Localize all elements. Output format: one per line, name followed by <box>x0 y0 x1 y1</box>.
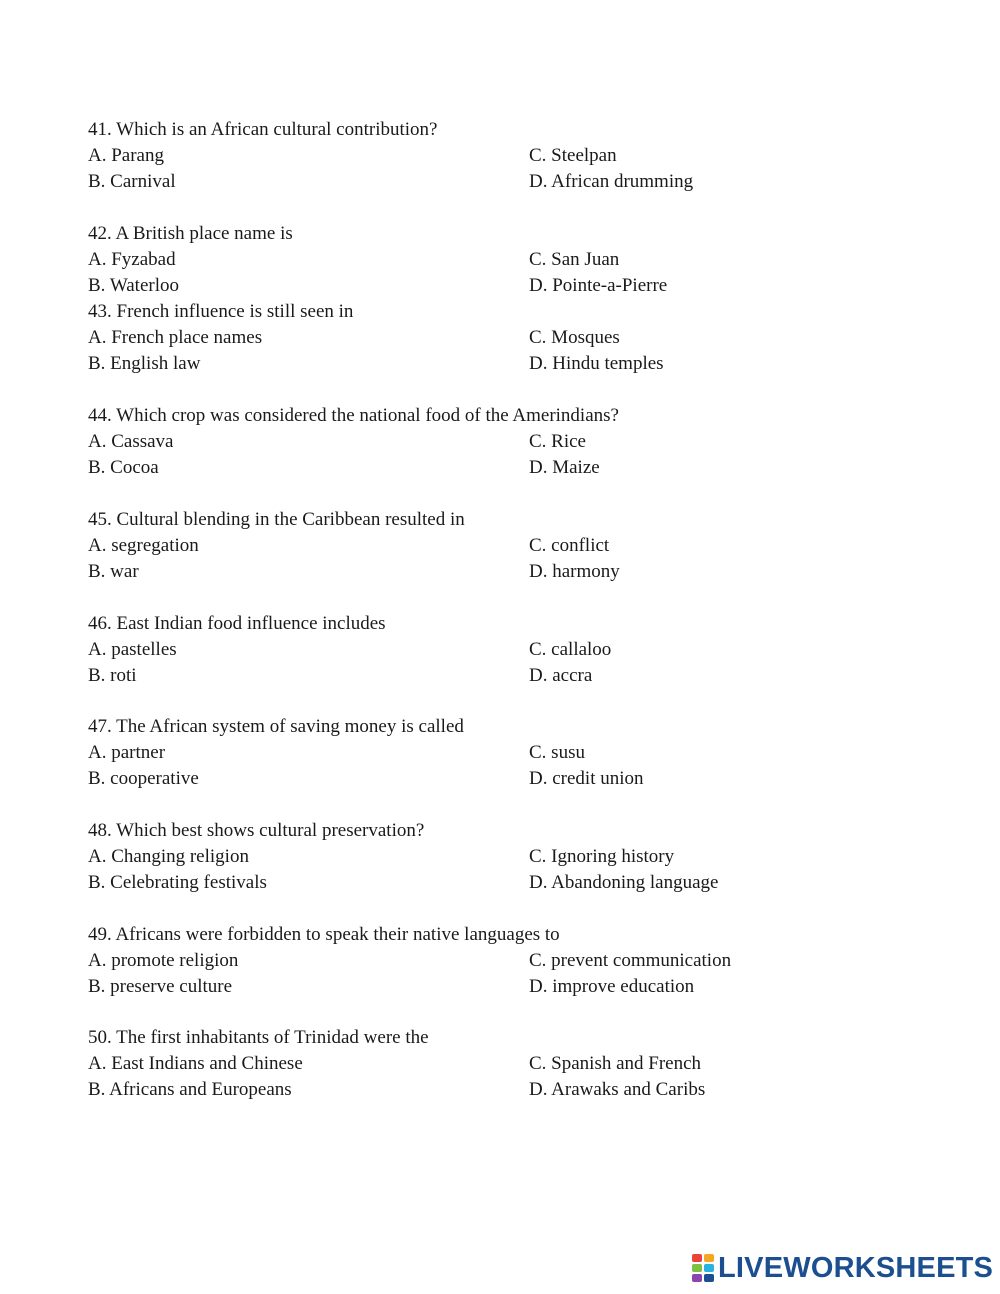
question-45-option-a: A. segregation <box>88 535 199 556</box>
question-47-text: 47. The African system of saving money is called <box>88 716 464 737</box>
question-44-option-c: C. Rice <box>529 431 586 452</box>
liveworksheets-icon <box>692 1254 714 1282</box>
question-48-option-c: C. Ignoring history <box>529 846 675 867</box>
question-45-option-c: C. conflict <box>529 535 610 556</box>
question-44-option-b: B. Cocoa <box>88 457 159 478</box>
question-43-option-c: C. Mosques <box>529 327 620 348</box>
question-45-option-d: D. harmony <box>529 561 620 582</box>
question-41-option-b: B. Carnival <box>88 171 176 192</box>
question-41-option-d: D. African drumming <box>529 171 694 192</box>
question-41-text: 41. Which is an African cultural contribution? <box>88 119 438 140</box>
question-50-option-d: D. Arawaks and Caribs <box>529 1079 706 1100</box>
question-47-option-c: C. susu <box>529 742 585 763</box>
question-48-text: 48. Which best shows cultural preservation? <box>88 820 425 841</box>
question-44-text: 44. Which crop was considered the national food of the Amerindians? <box>88 405 619 426</box>
question-44-option-d: D. Maize <box>529 457 600 478</box>
liveworksheets-wordmark: LIVEWORKSHEETS <box>718 1251 994 1284</box>
question-48-option-d: D. Abandoning language <box>529 872 719 893</box>
question-46-option-b: B. roti <box>88 665 137 686</box>
question-47-option-b: B. cooperative <box>88 768 199 789</box>
question-46-text: 46. East Indian food influence includes <box>88 613 386 634</box>
question-43-option-b: B. English law <box>88 353 201 374</box>
question-46-option-a: A. pastelles <box>88 639 177 660</box>
question-42-option-b: B. Waterloo <box>88 275 179 296</box>
question-49-option-d: D. improve education <box>529 976 695 997</box>
question-42-text: 42. A British place name is <box>88 223 293 244</box>
question-43-option-a: A. French place names <box>88 327 263 348</box>
question-41-option-a: A. Parang <box>88 145 164 166</box>
question-50-option-a: A. East Indians and Chinese <box>88 1053 303 1074</box>
question-48-option-b: B. Celebrating festivals <box>88 872 267 893</box>
question-50-option-c: C. Spanish and French <box>529 1053 702 1074</box>
question-43-option-d: D. Hindu temples <box>529 353 664 374</box>
question-45-text: 45. Cultural blending in the Caribbean resulted in <box>88 509 465 530</box>
question-45-option-b: B. war <box>88 561 139 582</box>
liveworksheets-logo[interactable] <box>692 1252 993 1284</box>
question-47-option-a: A. partner <box>88 742 166 763</box>
question-42-option-d: D. Pointe-a-Pierre <box>529 275 668 296</box>
question-42-option-c: C. San Juan <box>529 249 620 270</box>
question-49-text: 49. Africans were forbidden to speak their native languages to <box>88 924 560 945</box>
question-46-option-c: C. callaloo <box>529 639 612 660</box>
question-43-text: 43. French influence is still seen in <box>88 301 354 322</box>
question-49-option-c: C. prevent communication <box>529 950 732 971</box>
question-49-option-b: B. preserve culture <box>88 976 233 997</box>
question-47-option-d: D. credit union <box>529 768 644 789</box>
question-42-option-a: A. Fyzabad <box>88 249 176 270</box>
question-50-option-b: B. Africans and Europeans <box>88 1079 292 1100</box>
question-49-option-a: A. promote religion <box>88 950 239 971</box>
question-50-text: 50. The first inhabitants of Trinidad were the <box>88 1027 429 1048</box>
question-44-option-a: A. Cassava <box>88 431 174 452</box>
question-41-option-c: C. Steelpan <box>529 145 617 166</box>
question-48-option-a: A. Changing religion <box>88 846 249 867</box>
question-46-option-d: D. accra <box>529 665 593 686</box>
